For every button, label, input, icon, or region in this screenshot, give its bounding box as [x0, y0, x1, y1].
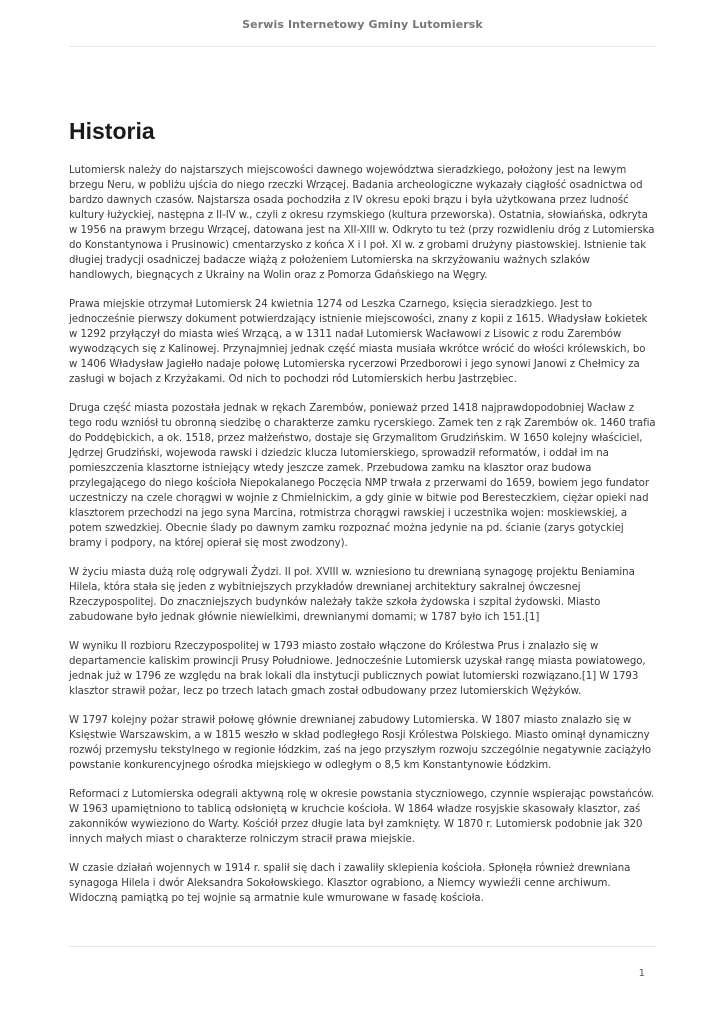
article-paragraph: W wyniku II rozbioru Rzeczypospolitej w 1793 miasto zostało włączone do Królestwa Prus i znalazło się w departamencie kaliskim prowincji Prusy Południowe. Jednocześnie Lutomiersk uzyskał rangę miasta powiatowego, jednak już w 1796 ze względu na brak lokali dla instytucji publicznych powiat lutomierski rozwiązano.[1] W 1793 klasztor strawił pożar, lecz po trzech latach gmach został odbudowany przez lutomierskich Wężyków. [69, 641, 646, 697]
article-body [69, 163, 656, 920]
article-paragraph: W czasie działań wojennych w 1914 r. spalił się dach i zawaliły sklepienia kościoła. Spłonęła również drewniana synagoga Hilela i dwór Aleksandra Sokołowskiego. Klasztor ograbiono, a Niemcy wywieźli cenne archiwum. Widoczną pamiątką po tej wojnie są armatnie kule wmurowane w fasadę kościoła. [69, 863, 631, 904]
site-title: Serwis Internetowy Gminy Lutomiersk [242, 18, 483, 31]
article-paragraph: Druga część miasta pozostała jednak w rękach Zarembów, ponieważ przed 1418 najprawdopodobniej Wacław z tego rodu wzniósł tu obronną siedzibę o charakterze zamku rycerskiego. Zamek ten z rąk Zarembów ok. 1460 trafia do Poddębickich, a ok. 1518, przez małżeństwo, dostaje się Grzymalitom Grudzińskim. W 1650 kolejny właściciel, Jędrzej Grudziński, wojewoda rawski i dziedzic klucza lutomierskiego, sprowadził reformatów, i oddał im na pomieszczenia klasztorne istniejący wtedy jeszcze zamek. Przebudowa zamku na klasztor oraz budowa przylegającego do niego kościoła Niepokalanego Poczęcia NMP trwała z przerwami do 1659, bowiem jego fundator uczestniczy na czele chorągwi w wojnie z Chmielnickim, a gdy ginie w bitwie pod Beresteczkiem, ciężar opieki nad klasztorem przechodzi na jego syna Marcina, rotmistrza chorągwi rawskiej i uczestnika wojen: moskiewskiej, a potem szwedzkiej. Obecnie ślady po dawnym zamku rozpoznać można jedynie na pd. ścianie (zarys gotyckiej bramy i podpory, na której opierał się most zwodzony). [69, 403, 656, 549]
article-paragraph: Reformaci z Lutomierska odegrali aktywną rolę w okresie powstania styczniowego, czynnie wspierając powstańców. W 1963 upamiętniono to tablicą odsłoniętą w kruchcie kościoła. W 1864 władze rosyjskie skasowały klasztor, zaś zakonników wywieziono do Warty. Kościół przez długie lata był zamknięty. W 1870 r. Lutomiersk podobnie jak 320 innych małych miast o charakterze rolniczym stracił prawa miejskie. [69, 789, 655, 845]
article-paragraph: Lutomiersk należy do najstarszych miejscowości dawnego województwa sieradzkiego, położony jest na lewym brzegu Neru, w pobliżu ujścia do niego rzeczki Wrzącej. Badania archeologiczne wykazały ciągłość osadnictwa od bardzo dawnych czasów. Najstarsza osada pochodziła z IV okresu epoki brązu i była użytkowana przez ludność kultury łużyckiej, następna z II-IV w., czyli z okresu rzymskiego (kultura przeworska). Ostatnia, słowiańska, odkryta w 1956 na prawym brzegu Wrzącej, datowana jest na XII-XIII w. Odkryto tu też (przy rozwidleniu dróg z Lutomierska do Konstantynowa i Prusinowic) cmentarzysko z końca X i I poł. XI w. z grobami drużyny piastowskiej. Istnienie tak długiej tradycji osadniczej badacze wiążą z położeniem Lutomierska na skrzyżowaniu ważnych szlaków handlowych, biegnących z Ukrainy na Wolin oraz z Pomorza Gdańskiego na Węgry. [69, 165, 655, 281]
page-title: Historia [69, 118, 155, 144]
article-paragraph: W 1797 kolejny pożar strawił połowę głównie drewnianej zabudowy Lutomierska. W 1807 miasto znalazło się w Księstwie Warszawskim, a w 1815 weszło w skład podległego Rosji Królestwa Polskiego. Miasto ominął dynamiczny rozwój przemysłu tekstylnego w regionie łódzkim, zaś na jego przyszłym rozwoju szczególnie negatywnie zaciążyło powstanie konkurencyjnego ośrodka miejskiego w odległym o 8,5 km Konstantynowie Łódzkim. [69, 715, 651, 771]
site-header [69, 0, 656, 47]
page-number: 1 [638, 968, 645, 979]
article-paragraph: Prawa miejskie otrzymał Lutomiersk 24 kwietnia 1274 od Leszka Czarnego, księcia sieradzkiego. Jest to jednocześnie pierwszy dokument potwierdzający istnienie miejscowości, znany z kopii z 1615. Władysław Łokietek w 1292 przyłączył do miasta wieś Wrzącą, a w 1311 nadał Lutomiersk Wacławowi z Lisowic z rodu Zarembów wywodzących się z Kalinowej. Przynajmniej jednak część miasta musiała wkrótce wrócić do włości królewskich, bo w 1406 Władysław Jagiełło nadaje połowę Lutomierska rycerzowi Przedborowi i jego synowi Janowi z Chełmicy za zasługi w bojach z Krzyżakami. Od nich to pochodzi ród Lutomierskich herbu Jastrzębiec. [69, 299, 648, 385]
footer-divider [69, 946, 656, 947]
article-paragraph: W życiu miasta dużą rolę odgrywali Żydzi. II poł. XVIII w. wzniesiono tu drewnianą synagogę projektu Beniamina Hilela, która stała się jeden z wybitniejszych przykładów drewnianej architektury sakralnej ówczesnej Rzeczypospolitej. Do znaczniejszych budynków należały także szkoła żydowska i szpital żydowski. Miasto zabudowane było jednak głównie niewielkimi, drewnianymi domami; w 1787 było ich 151.[1] [69, 567, 635, 623]
